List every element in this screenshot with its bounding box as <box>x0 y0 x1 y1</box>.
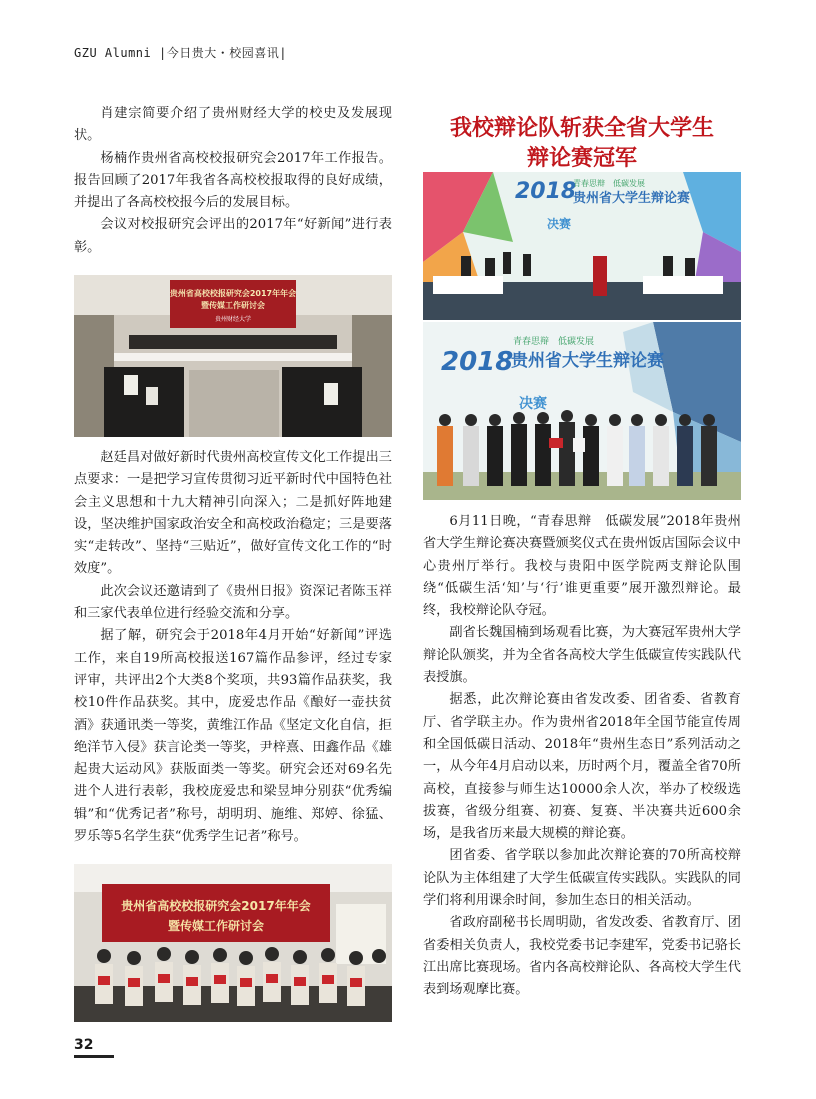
left-text-block-1 <box>74 103 392 259</box>
banner-line-2: 暨传媒工作研讨会 <box>167 919 265 933</box>
article-title <box>423 113 741 173</box>
paragraph: 肖建宗简要介绍了贵州财经大学的校史及发展现状。 <box>74 106 392 144</box>
title-line-2: 辩论赛冠军 <box>526 145 637 171</box>
paragraph: 杨楠作贵州省高校校报研究会2017年工作报告。报告回顾了2017年我省各高校校报取得的良好成绩，并提出了各高校校报今后的发展目标。 <box>74 150 392 211</box>
stage-text: 决赛 <box>519 396 547 412</box>
left-text-block-2 <box>74 447 392 848</box>
page-header: GZU Alumni |今日贵大・校园喜讯| <box>74 46 287 60</box>
debate-photo-bottom <box>423 322 741 500</box>
group-photo <box>74 864 392 1022</box>
year-text: 2018 <box>515 179 577 204</box>
title-line-1: 我校辩论队斩获全省大学生 <box>449 115 714 141</box>
paragraph: 赵廷昌对做好新时代贵州高校宣传文化工作提出三点要求：一是把学习宣传贯彻习近平新时代中国特色社会主义思想和十九大精神引向深入；二是抓好阵地建设，坚决维护国家政治安全和高校政治稳定；三是要落实“走转改”、坚持“三贴近”，做好宣传文化工作的“时效度”。 <box>74 450 392 577</box>
paragraph: 6月11日晚，“青春思辩 低碳发展”2018年贵州省大学生辩论赛决赛暨颁奖仪式在贵州饭店国际会议中心贵州厅举行。我校与贵阳中医学院两支辩论队围绕“低碳生活‘知’与‘行’谁更重要”展开激烈辩论。最终，我校辩论队夺冠。 <box>423 514 741 619</box>
paragraph: 会议对校报研究会评出的2017年“好新闻”进行表彰。 <box>74 217 392 255</box>
slogan-text: 青春思辩 低碳发展 <box>573 179 645 188</box>
debate-photo-top <box>423 172 741 320</box>
paragraph: 副省长魏国楠到场观看比赛，为大赛冠军贵州大学辩论队颁奖，并为全省各高校大学生低碳宣传实践队代表授旗。 <box>423 625 741 686</box>
banner-line-3: 贵州财经大学 <box>214 316 252 323</box>
paragraph: 据悉，此次辩论赛由省发改委、团省委、省教育厅、省学联主办。作为贵州省2018年全国节能宣传周和全国低碳日活动、2018年“贵州生态日”系列活动之一，从今年4月启动以来，历时两个月，覆盖全省70所高校，直接参与师生达10000余人次，举办了校级选拔赛，省级分组赛、初赛、复赛、半决赛共近600余场，是我省历来最大规模的辩论赛。 <box>423 692 741 842</box>
banner-line-2: 暨传媒工作研讨会 <box>201 301 265 310</box>
meeting-photo <box>74 275 392 437</box>
paragraph: 此次会议还邀请到了《贵州日报》资深记者陈玉祥和三家代表单位进行经验交流和分享。 <box>74 583 392 622</box>
footer-rule <box>74 1055 114 1058</box>
banner-line-1: 贵州省高校校报研究会2017年年会 <box>169 289 297 298</box>
contest-name-text: 贵州省大学生辩论赛 <box>511 351 664 371</box>
paragraph: 据了解，研究会于2018年4月开始“好新闻”评选工作，来自19所高校报送167篇作品参评，经过专家评审，共评出2个大类8个奖项，共93篇作品获奖，我校10件作品获奖。其中，庞爱忠作品《酿好一壶扶贫酒》获通讯类一等奖，黄维江作品《坚定文化自信，拒绝洋节入侵》获言论类一等奖，尹梓熹、田鑫作品《雄起贵大运动风》获版面类一等奖。研究会还对69名先进个人进行表彰，我校庞爱忠和梁昱坤分别获“优秀编辑”和“优秀记者”称号，胡明玥、施维、郑婷、徐猛、罗乐等5名学生获“优秀学生记者”称号。 <box>74 628 392 845</box>
slogan-text: 青春思辩 低碳发展 <box>513 337 595 347</box>
contest-name-text: 贵州省大学生辩论赛 <box>573 191 691 206</box>
page-number: 32 <box>74 1037 94 1053</box>
year-text: 2018 <box>441 347 514 377</box>
paragraph: 省政府副秘书长周明勋，省发改委、省教育厅、团省委相关负责人，我校党委书记李建军，党委书记骆长江出席比赛现场。省内各高校辩论队、各高校大学生代表到场观摩比赛。 <box>423 915 741 998</box>
banner-line-1: 贵州省高校校报研究会2017年年会 <box>121 899 311 913</box>
paragraph: 团省委、省学联以参加此次辩论赛的70所高校辩论队为主体组建了大学生低碳宣传实践队。实践队的同学们将利用课余时间，参加生态日的相关活动。 <box>423 848 741 909</box>
stage-text: 决赛 <box>547 217 572 231</box>
right-text-block <box>423 511 741 1002</box>
